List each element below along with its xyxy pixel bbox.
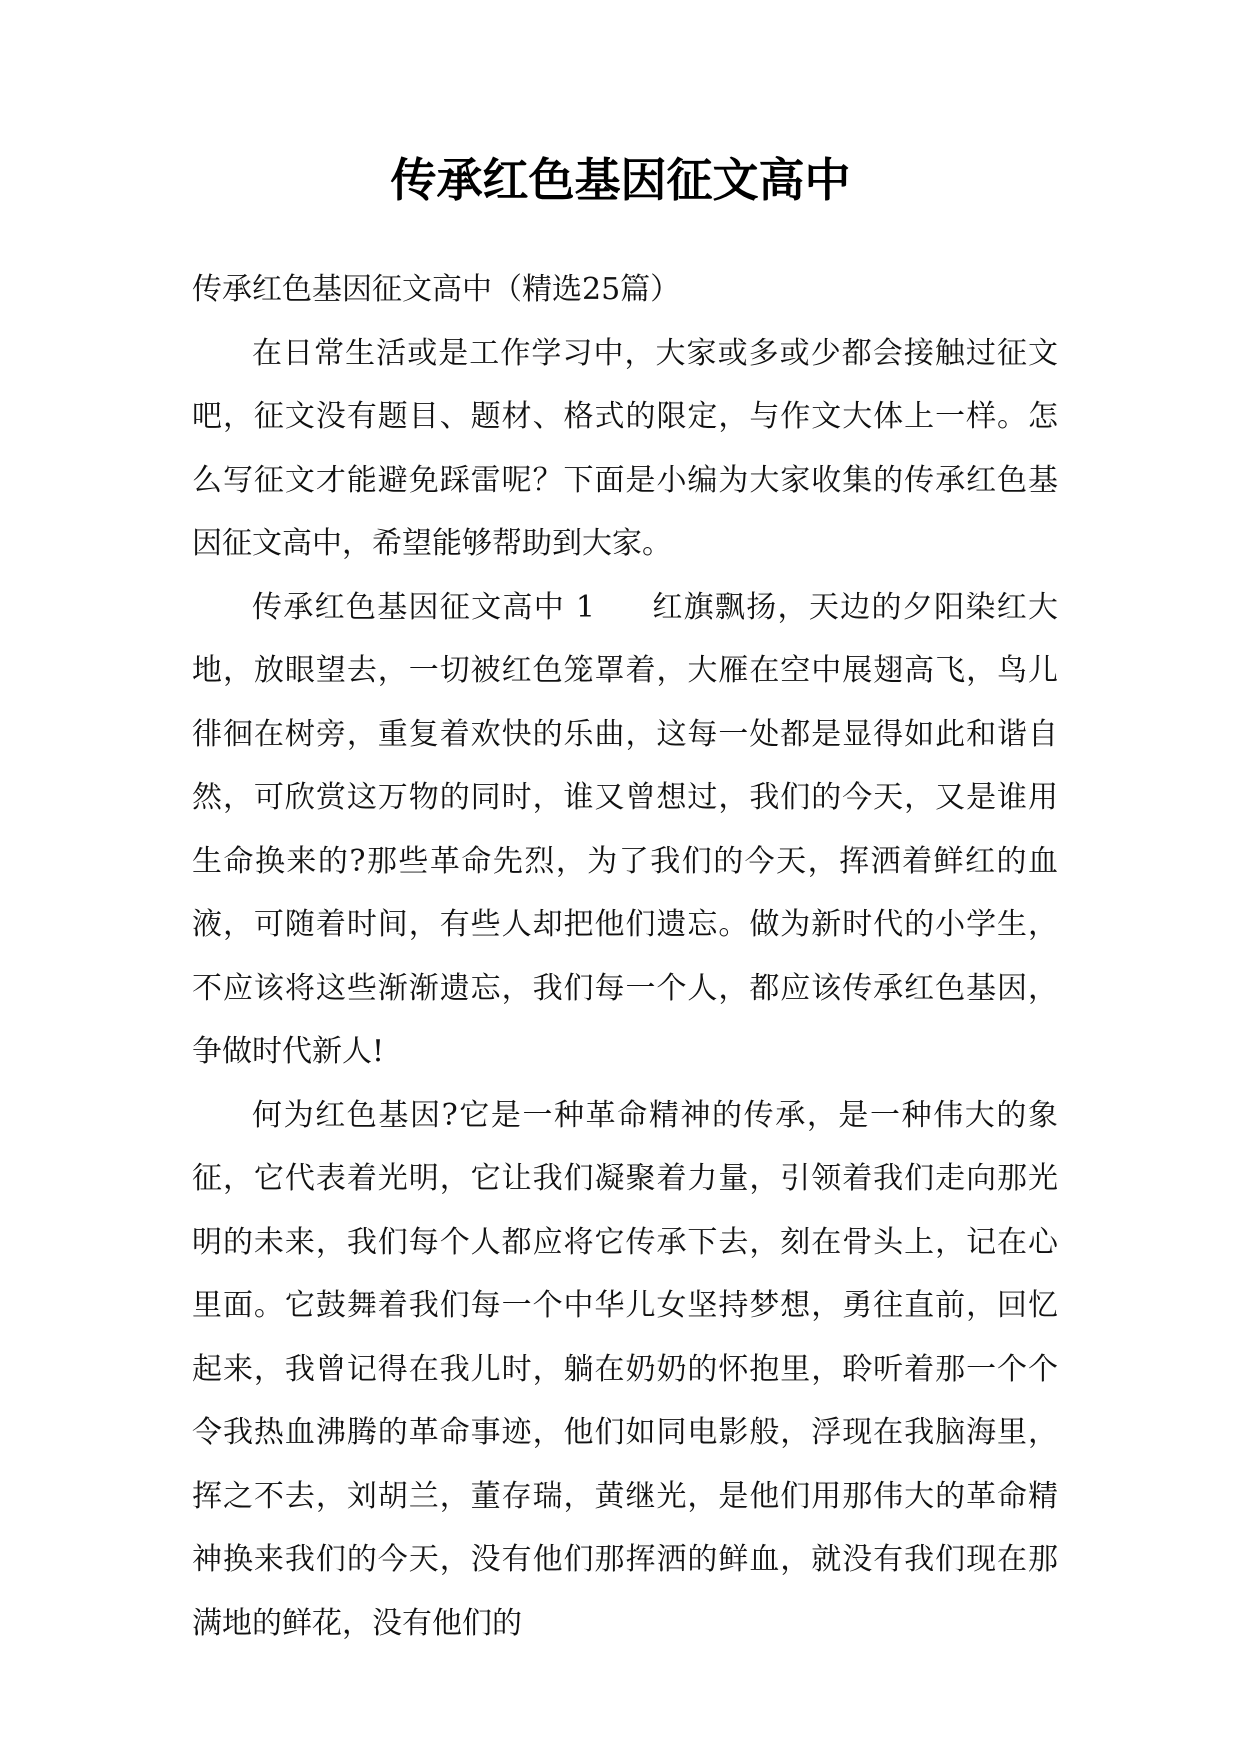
document-subtitle: 传承红色基因征文高中（精选25篇） bbox=[192, 272, 681, 307]
essay-1-heading: 传承红色基因征文高中 1 bbox=[252, 589, 596, 625]
essay-1-text: 红旗飘扬，天边的夕阳染红大地，放眼望去，一切被红色笼罩着，大雁在空中展翅高飞，鸟儿徘徊在树旁，重复着欢快的乐曲，这每一处都是显得如此和谐自然，可欣赏这万物的同时，谁又曾想过，我们的今天，又是谁用生命换来的?那些革命先烈，为了我们的今天，挥洒着鲜红的血液，可随着时间，有些人却把他们遗忘。做为新时代的小学生，不应该将这些渐渐遗忘，我们每一个人，都应该传承红色基因，争做时代新人! bbox=[192, 589, 1059, 1069]
essay-1-paragraph-2: 何为红色基因?它是一种革命精神的传承，是一种伟大的象征，它代表着光明，它让我们凝聚着力量，引领着我们走向那光明的未来，我们每个人都应将它传承下去，刻在骨头上，记在心里面。它鼓舞着我们每一个中华儿女坚持梦想，勇往直前，回忆起来，我曾记得在我儿时，躺在奶奶的怀抱里，聆听着那一个个令我热血沸腾的革命事迹，他们如同电影般，浮现在我脑海里，挥之不去，刘胡兰，董存瑞，黄继光，是他们用那伟大的革命精神换来我们的今天，没有他们那挥洒的鲜血，就没有我们现在那满地的鲜花，没有他们的 bbox=[192, 1097, 1058, 1641]
document-body bbox=[192, 258, 1058, 1655]
intro-paragraph: 在日常生活或是工作学习中，大家或多或少都会接触过征文吧，征文没有题目、题材、格式的限定，与作文大体上一样。怎么写征文才能避免踩雷呢？下面是小编为大家收集的传承红色基因征文高中，希望能够帮助到大家。 bbox=[192, 335, 1058, 561]
essay-1-paragraph bbox=[192, 576, 1058, 1084]
document-title: 传承红色基因征文高中 bbox=[390, 153, 851, 207]
